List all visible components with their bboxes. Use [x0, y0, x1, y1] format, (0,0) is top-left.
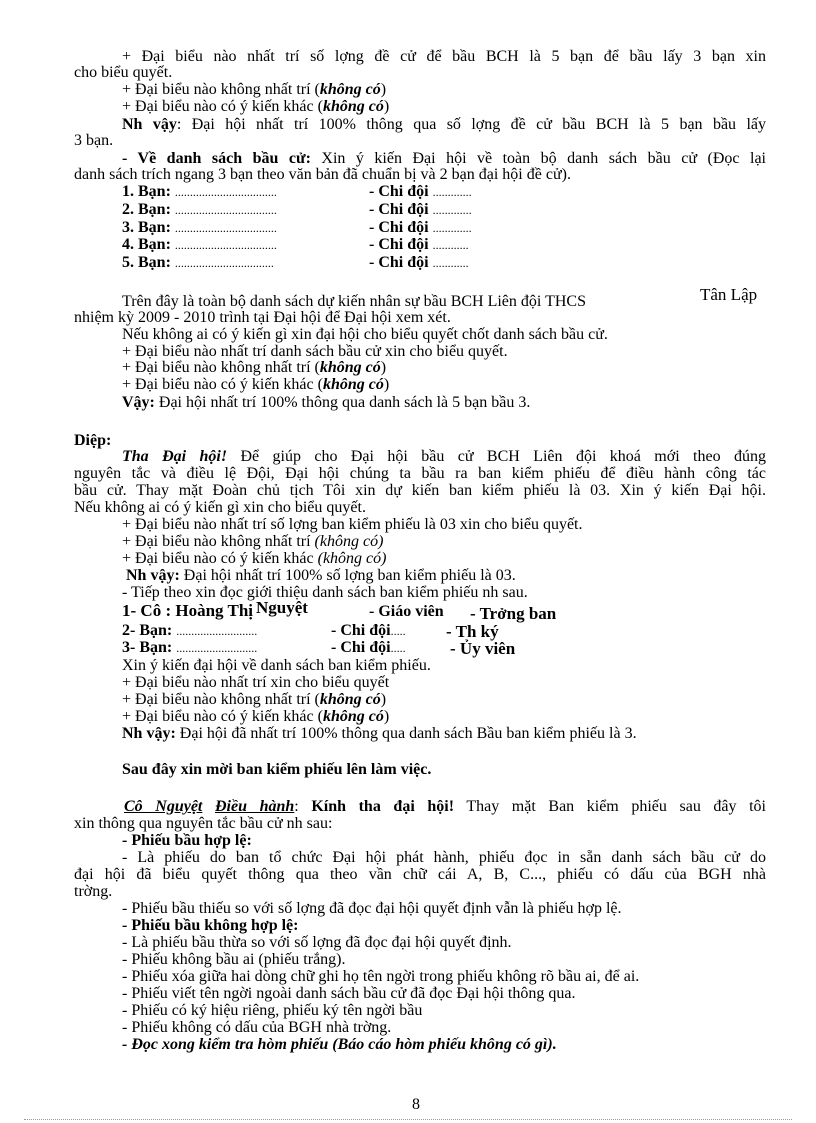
other-opinion-line: + Đại biểu nào có ý kiến khác (không có): [122, 98, 390, 115]
other-opinion-line: + Đại biểu nào có ý kiến khác (không có): [122, 376, 390, 393]
page-number: 8: [412, 1096, 420, 1113]
agree-line: + Đại biểu nào nhất trí danh sách bầu cử xin cho biểu quyết.: [122, 343, 508, 360]
school-name: Tân Lập: [700, 285, 758, 304]
final-vote-line: Nếu không ai có ý kiến gì xin đại hội cho biểu quyết chốt danh sách bầu cử.: [122, 326, 608, 343]
candidate-row: 3. Bạn: ..................................: [122, 219, 277, 236]
disagree-line: + Đại biểu nào không nhất trí (không có): [122, 81, 387, 98]
board-member-2: 2- Bạn: ...........................: [122, 622, 258, 639]
invalid-ballot-rule: - Phiếu không bầu ai (phiếu trắng).: [122, 951, 346, 968]
candidate-row: 4. Bạn: ..................................: [122, 236, 277, 253]
candidate-unit: - Chi đội .............: [369, 183, 472, 200]
rules-intro-line: xin thông qua nguyên tắc bầu cử nh sau:: [74, 815, 333, 832]
disagree-line: + Đại biểu nào không nhất trí (không có): [122, 359, 387, 376]
disagree-line: + Đại biểu nào không nhất trí (không có): [122, 533, 384, 550]
approval-line: Vậy: Đại hội nhất trí 100% thông qua danh sách là 5 bạn bầu 3.: [122, 394, 531, 411]
list-summary-line: Trên đây là toàn bộ danh sách dự kiến nhân sự bầu BCH Liên đội THCS: [122, 293, 586, 310]
valid-ballot-rule: đại hội đã biểu quyết thông qua theo vần chữ cái A, B, C..., phiếu có dấu của BGH nhà: [74, 866, 766, 883]
speaker-diep: Diệp:: [74, 432, 112, 449]
board-member-1-unit: - Giáo viên: [369, 603, 444, 620]
footer-divider: [24, 1119, 792, 1120]
ballot-board-intro: Tha Đại hội! Để giúp cho Đại hội bầu cử BCH Liên đội khoá mới theo đúng: [122, 448, 766, 465]
ballot-board-text: Nếu không ai có ý kiến gì xin cho biểu quyết.: [74, 499, 366, 516]
candidate-unit: - Chi đội .............: [369, 219, 472, 236]
candidate-row: 5. Bạn: .................................: [122, 254, 274, 271]
invalid-ballot-rule: - Phiếu viết tên ngời ngoài danh sách bầu cử đã đọc Đại hội thông qua.: [122, 985, 576, 1002]
agree-line: + Đại biểu nào nhất trí số lợng ban kiểm phiếu là 03 xin cho biểu quyết.: [122, 516, 583, 533]
ballot-board-text: bầu cử. Thay mặt Đoàn chủ tịch Tôi xin dự kiến ban kiểm phiếu là 03. Xin ý kiến Đại hội.: [74, 482, 766, 499]
invalid-ballot-rule: - Phiếu có ký hiệu riêng, phiếu ký tên ngời bầu: [122, 1002, 423, 1019]
board-member-3-role: - Ủy viên: [450, 639, 516, 658]
invalid-ballot-rule: - Phiếu không có dấu của BGH nhà trờng.: [122, 1019, 392, 1036]
ballot-list-intro: - Về danh sách bầu cử: Xin ý kiến Đại hội về toàn bộ danh sách bầu cử (Đọc lại: [122, 150, 767, 167]
ballot-list-intro-cont: danh sách trích ngang 3 bạn theo văn bản đã chuẩn bị và 2 bạn đại hội đề cử).: [74, 166, 571, 183]
candidate-unit: - Chi đội ............: [369, 236, 469, 253]
board-member-2-unit: - Chi đội.....: [331, 622, 406, 639]
approval-line: Nh vậy: Đại hội đã nhất trí 100% thông qua danh sách Bầu ban kiểm phiếu là 3.: [122, 725, 637, 742]
valid-ballot-rule: - Phiếu bầu thiếu so với số lợng đã đọc đại hội quyết định vẫn là phiếu hợp lệ.: [122, 900, 622, 917]
ballot-board-text: nguyên tắc và điều lệ Đội, Đại hội chúng ta bầu ra ban kiểm phiếu để điều hành công tác: [74, 465, 766, 482]
invalid-ballot-rule: - Phiếu xóa giữa hai dòng chữ ghi họ tên ngời trong phiếu không rõ bầu ai, để ai.: [122, 968, 640, 985]
list-summary-cont: nhiệm kỳ 2009 - 2010 trình tại Đại hội để Đại hội xem xét.: [74, 309, 451, 326]
candidate-unit: - Chi đội .............: [369, 201, 472, 218]
board-intro-line: - Tiếp theo xin đọc giới thiệu danh sách ban kiểm phiếu nh sau.: [122, 584, 528, 601]
other-opinion-line: + Đại biểu nào có ý kiến khác (không có): [122, 550, 387, 567]
closing-line: - Đọc xong kiểm tra hòm phiếu (Báo cáo hòm phiếu không có gì).: [122, 1036, 557, 1053]
approval-line: Nh vậy: Đại hội nhất trí 100% thông qua số lợng đề cử bầu BCH là 5 bạn bầu lấy: [122, 116, 767, 133]
disagree-line: + Đại biểu nào không nhất trí (không có): [122, 691, 387, 708]
board-member-1-role: - Trởng ban: [470, 604, 557, 623]
candidate-row: 2. Bạn: ..................................: [122, 201, 277, 218]
board-member-3: 3- Bạn: ...........................: [122, 639, 258, 656]
agree-line: + Đại biểu nào nhất trí xin cho biểu quyết: [122, 674, 390, 691]
speaker-nguyet-line: Cô Nguyệt Điều hành: Kính tha đại hội! Thay mặt Ban kiểm phiếu sau đây tôi: [124, 798, 766, 815]
approval-line-cont: 3 bạn.: [74, 132, 114, 149]
board-member-3-unit: - Chi đội.....: [331, 639, 406, 656]
candidate-row: 1. Bạn: ..................................: [122, 183, 277, 200]
candidate-unit: - Chi đội ............: [369, 254, 469, 271]
approval-line: Nh vậy: Đại hội nhất trí 100% số lợng ban kiểm phiếu là 03.: [126, 567, 516, 584]
board-opinion-line: Xin ý kiến đại hội về danh sách ban kiểm phiếu.: [122, 657, 431, 674]
board-member-1: 1- Cô : Hoàng Thị: [122, 601, 253, 620]
board-member-1-name: Nguyệt: [256, 598, 308, 617]
vote-count-line-cont: cho biểu quyết.: [74, 64, 173, 81]
invalid-ballot-rule: - Là phiếu bầu thừa so với số lợng đã đọc đại hội quyết định.: [122, 934, 512, 951]
invite-board-line: Sau đây xin mời ban kiểm phiếu lên làm việc.: [122, 761, 432, 778]
valid-ballot-rule: - Là phiếu do ban tổ chức Đại hội phát hành, phiếu đọc in sẵn danh sách bầu cử do: [122, 849, 766, 866]
invalid-ballot-heading: - Phiếu bầu không hợp lệ:: [122, 917, 299, 934]
vote-count-line: + Đại biểu nào nhất trí số lợng đề cử để bầu BCH là 5 bạn để bầu lấy 3 bạn xin: [122, 48, 766, 65]
valid-ballot-rule: trờng.: [74, 883, 113, 900]
other-opinion-line: + Đại biểu nào có ý kiến khác (không có): [122, 708, 390, 725]
valid-ballot-heading: - Phiếu bầu hợp lệ:: [122, 832, 252, 849]
board-member-2-role: - Th ký: [446, 622, 499, 641]
